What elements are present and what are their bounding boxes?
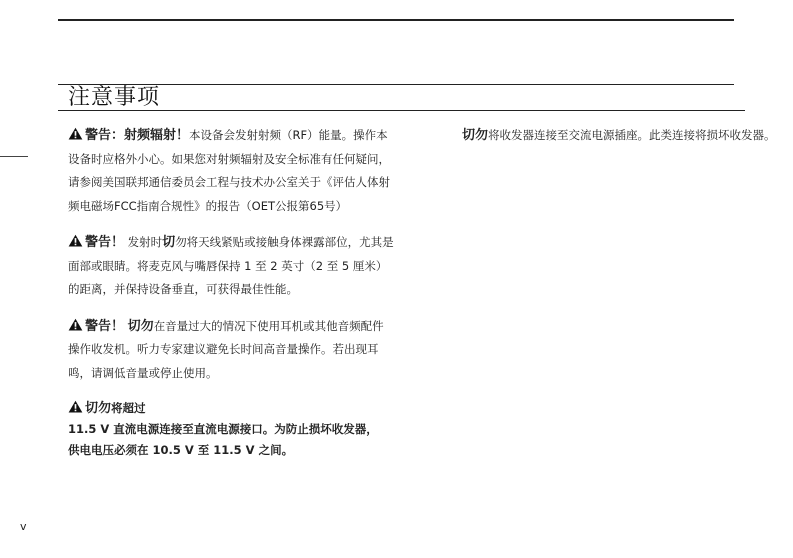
warning-triangle-icon: [68, 127, 83, 140]
warning-emphasis: 切勿: [127, 318, 154, 334]
warning-text: 在音量过大的情况下使用耳机或其他音频配件操作收发机。听力专家建议避免长时间高音量操作。若出现耳鸣，请调低音量或停止使用。: [68, 318, 384, 380]
warning-heading: 警告！: [85, 235, 125, 250]
warning-headphones: [68, 315, 394, 386]
left-column: [68, 124, 394, 474]
caution-line-1: 11.5 V 直流电源连接至直流电源接口。为防止损坏收发器，: [68, 422, 378, 436]
top-rule: [58, 19, 734, 21]
caution-heading: 将超过: [111, 401, 146, 415]
right-column: [462, 124, 792, 148]
ac-caution-emphasis: 切勿: [462, 128, 489, 143]
warning-heading: 警告：射频辐射！: [85, 128, 190, 143]
warning-triangle-icon: [68, 234, 83, 247]
warning-antenna: [68, 231, 394, 302]
page-number: v: [20, 520, 27, 533]
warning-text: 勿将天线紧贴或接触身体裸露部位，尤其是面部或眼睛。将麦克风与嘴唇保持 1 至 2 英寸（2 至 5 厘米）的距离，并保持设备垂直，可获得最佳性能。: [68, 235, 394, 296]
warning-text: 本设备会发射射频（RF）能量。操作本设备时应格外小心。如果您对射频辐射及安全标准有任何疑问，请参阅美国联邦通信委员会工程与技术办公室关于《评估人体射频电磁场FCC指南合规性》的报告（OET公报第65号）: [68, 128, 390, 213]
warning-pre-text: 发射时: [127, 235, 163, 249]
caution-emphasis: 切勿: [85, 401, 112, 416]
caution-dc-voltage: [68, 398, 394, 461]
ac-caution-text: 将收发器连接至交流电源插座。此类连接将损坏收发器。: [488, 128, 776, 142]
caution-line-2: 供电电压必须在 10.5 V 至 11.5 V 之间。: [68, 443, 294, 457]
margin-rule: [0, 156, 28, 157]
warning-rf-radiation: [68, 124, 394, 218]
section-title: 注意事项: [68, 85, 161, 110]
title-rule-below: [58, 110, 745, 111]
warning-triangle-icon: [68, 318, 83, 331]
warning-heading: 警告！: [85, 318, 125, 334]
warning-triangle-icon: [68, 400, 83, 413]
warning-emphasis: 切: [162, 235, 176, 250]
